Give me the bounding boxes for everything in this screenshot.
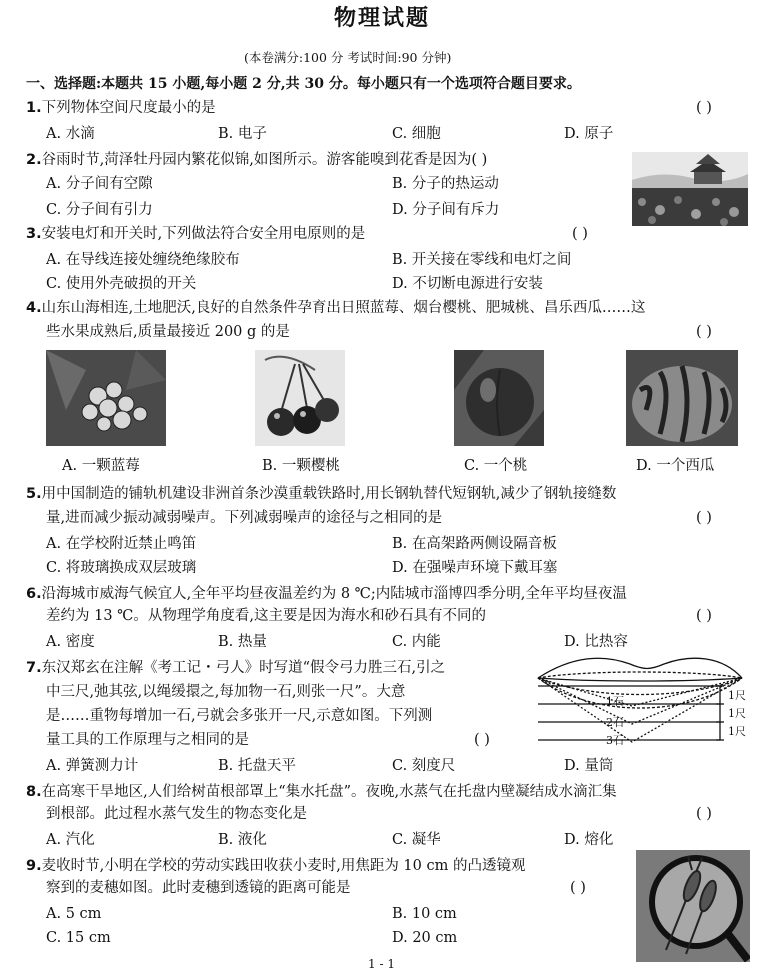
option-c: C. 细胞 [392,126,441,142]
question-number: 7. [26,660,42,676]
option-b: B. 在高架路两侧设隔音板 [392,536,557,552]
peony-garden-photo [632,152,748,226]
wheat-magnifier-photo [636,850,750,962]
option-b: B. 液化 [218,832,267,848]
option-d: D. 一个西瓜 [636,458,715,474]
option-b: B. 10 cm [392,906,457,922]
question-text: 麦收时节,小明在学校的劳动实践田收获小麦时,用焦距为 10 cm 的凸透镜观 [41,858,526,874]
option-d: D. 量筒 [564,758,614,774]
answer-blank: ( ) [696,806,712,822]
question-number: 5. [26,486,42,502]
watermelon-photo [626,350,738,446]
question-text: 用中国制造的铺轨机建设非洲首条沙漠重载铁路时,用长钢轨替代短钢轨,减少了钢轨接缝数 [41,486,617,502]
option-a: A. 密度 [46,634,95,650]
question-number: 9. [26,858,42,874]
question-2-stem [26,150,487,170]
option-c: C. 15 cm [46,930,111,946]
page-title: 物理试题 [334,5,431,31]
option-b: B. 热量 [218,634,267,650]
question-1-stem [26,98,216,118]
option-a: A. 弹簧测力计 [46,758,139,774]
question-7-stem-2: 中三尺,弛其弦,以绳缓擐之,每加物一石,则张一尺”。大意 [46,684,406,700]
option-a: A. 在导线连接处缠绕绝缘胶布 [46,252,240,268]
question-7-stem-1 [26,658,445,678]
question-7-stem-3: 是……重物每增加一石,弓就会多张开一尺,示意如图。下列测 [46,708,433,724]
option-c: C. 一个桃 [464,458,528,474]
question-number: 4. [26,300,42,316]
option-c: C. 凝华 [392,832,441,848]
exam-info: (本卷满分:100 分 考试时间:90 分钟) [244,50,452,65]
unit-label-1: 1尺 [728,689,746,702]
question-6-stem-2: 差约为 13 ℃。从物理学角度看,这主要是因为海水和砂石具有不同的 [46,608,486,624]
question-3-stem [26,224,365,244]
question-4-stem-1 [26,298,645,318]
question-number: 3. [26,226,42,242]
answer-blank: ( ) [696,324,712,340]
option-a: A. 5 cm [46,906,102,922]
stone-3-label: 3石 [606,734,624,747]
section-heading: 一、选择题:本题共 15 小题,每小题 2 分,共 30 分。每小题只有一个选项符合题目要求。 [26,76,581,92]
option-a: A. 水滴 [46,126,95,142]
question-4-stem-2: 些水果成熟后,质量最接近 200 g 的是 [46,324,290,340]
question-8-stem-2: 到根部。此过程水蒸气发生的物态变化是 [46,806,307,822]
question-text: 安装电灯和开关时,下列做法符合安全用电原则的是 [41,226,366,242]
option-d: D. 原子 [564,126,614,142]
question-text: 在高寒干旱地区,人们给树苗根部罩上“集水托盘”。夜晚,水蒸气在托盘内壁凝结成水滴汇集 [41,784,617,800]
cherry-photo [255,350,345,446]
option-a: A. 汽化 [46,832,95,848]
option-c: C. 将玻璃换成双层玻璃 [46,560,197,576]
option-b: B. 开关接在零线和电灯之间 [392,252,572,268]
option-d: D. 不切断电源进行安装 [392,276,543,292]
answer-blank: ( ) [696,510,712,526]
question-5-stem-2: 量,进而减少振动减弱噪声。下列减弱噪声的途径与之相同的是 [46,510,443,526]
option-c: C. 分子间有引力 [46,202,153,218]
option-a: A. 在学校附近禁止鸣笛 [46,536,197,552]
question-9-stem-2: 察到的麦穗如图。此时麦穗到透镜的距离可能是 [46,880,351,896]
question-6-stem-1 [26,584,627,604]
question-text: 山东山海相连,土地肥沃,良好的自然条件孕育出日照蓝莓、烟台樱桃、肥城桃、昌乐西瓜……这 [41,300,646,316]
stone-1-label: 1石 [606,695,624,708]
option-b: B. 托盘天平 [218,758,296,774]
stone-2-label: 2石 [606,716,624,729]
peach-photo [454,350,544,446]
question-text: 下列物体空间尺度最小的是 [41,100,216,116]
question-number: 6. [26,586,42,602]
unit-label-3: 1尺 [728,725,746,738]
question-number: 2. [26,152,42,168]
question-7-stem-4: 量工具的工作原理与之相同的是 [46,732,249,748]
option-b: B. 分子的热运动 [392,176,499,192]
option-c: C. 刻度尺 [392,758,456,774]
answer-blank: ( ) [474,732,490,748]
bow-diagram [532,650,758,750]
question-5-stem-1 [26,484,616,504]
option-c: C. 使用外壳破损的开关 [46,276,197,292]
question-9-stem-1 [26,856,525,876]
unit-label-2: 1尺 [728,707,746,720]
option-d: D. 分子间有斥力 [392,202,500,218]
option-a: A. 分子间有空隙 [46,176,153,192]
option-d: D. 熔化 [564,832,614,848]
option-b: B. 电子 [218,126,267,142]
page-number: 1 - 1 [368,957,395,971]
question-number: 1. [26,100,42,116]
option-d: D. 在强噪声环境下戴耳塞 [392,560,558,576]
answer-blank: ( ) [696,100,712,116]
option-c: C. 内能 [392,634,441,650]
question-8-stem-1 [26,782,617,802]
answer-blank: ( ) [696,608,712,624]
option-d: D. 比热容 [564,634,628,650]
option-b: B. 一颗樱桃 [262,458,340,474]
option-d: D. 20 cm [392,930,458,946]
blueberry-photo [46,350,166,446]
question-text: 东汉郑玄在注解《考工记・弓人》时写道“假令弓力胜三石,引之 [41,660,446,676]
question-text: 沿海城市威海气候宜人,全年平均昼夜温差约为 8 ℃;内陆城市淄博四季分明,全年平均昼夜温 [41,586,627,602]
answer-blank: ( ) [572,226,588,242]
question-number: 8. [26,784,42,800]
answer-blank: ( ) [570,880,586,896]
question-text: 谷雨时节,菏泽牡丹园内繁花似锦,如图所示。游客能嗅到花香是因为( ) [41,152,488,168]
option-a: A. 一颗蓝莓 [62,458,140,474]
